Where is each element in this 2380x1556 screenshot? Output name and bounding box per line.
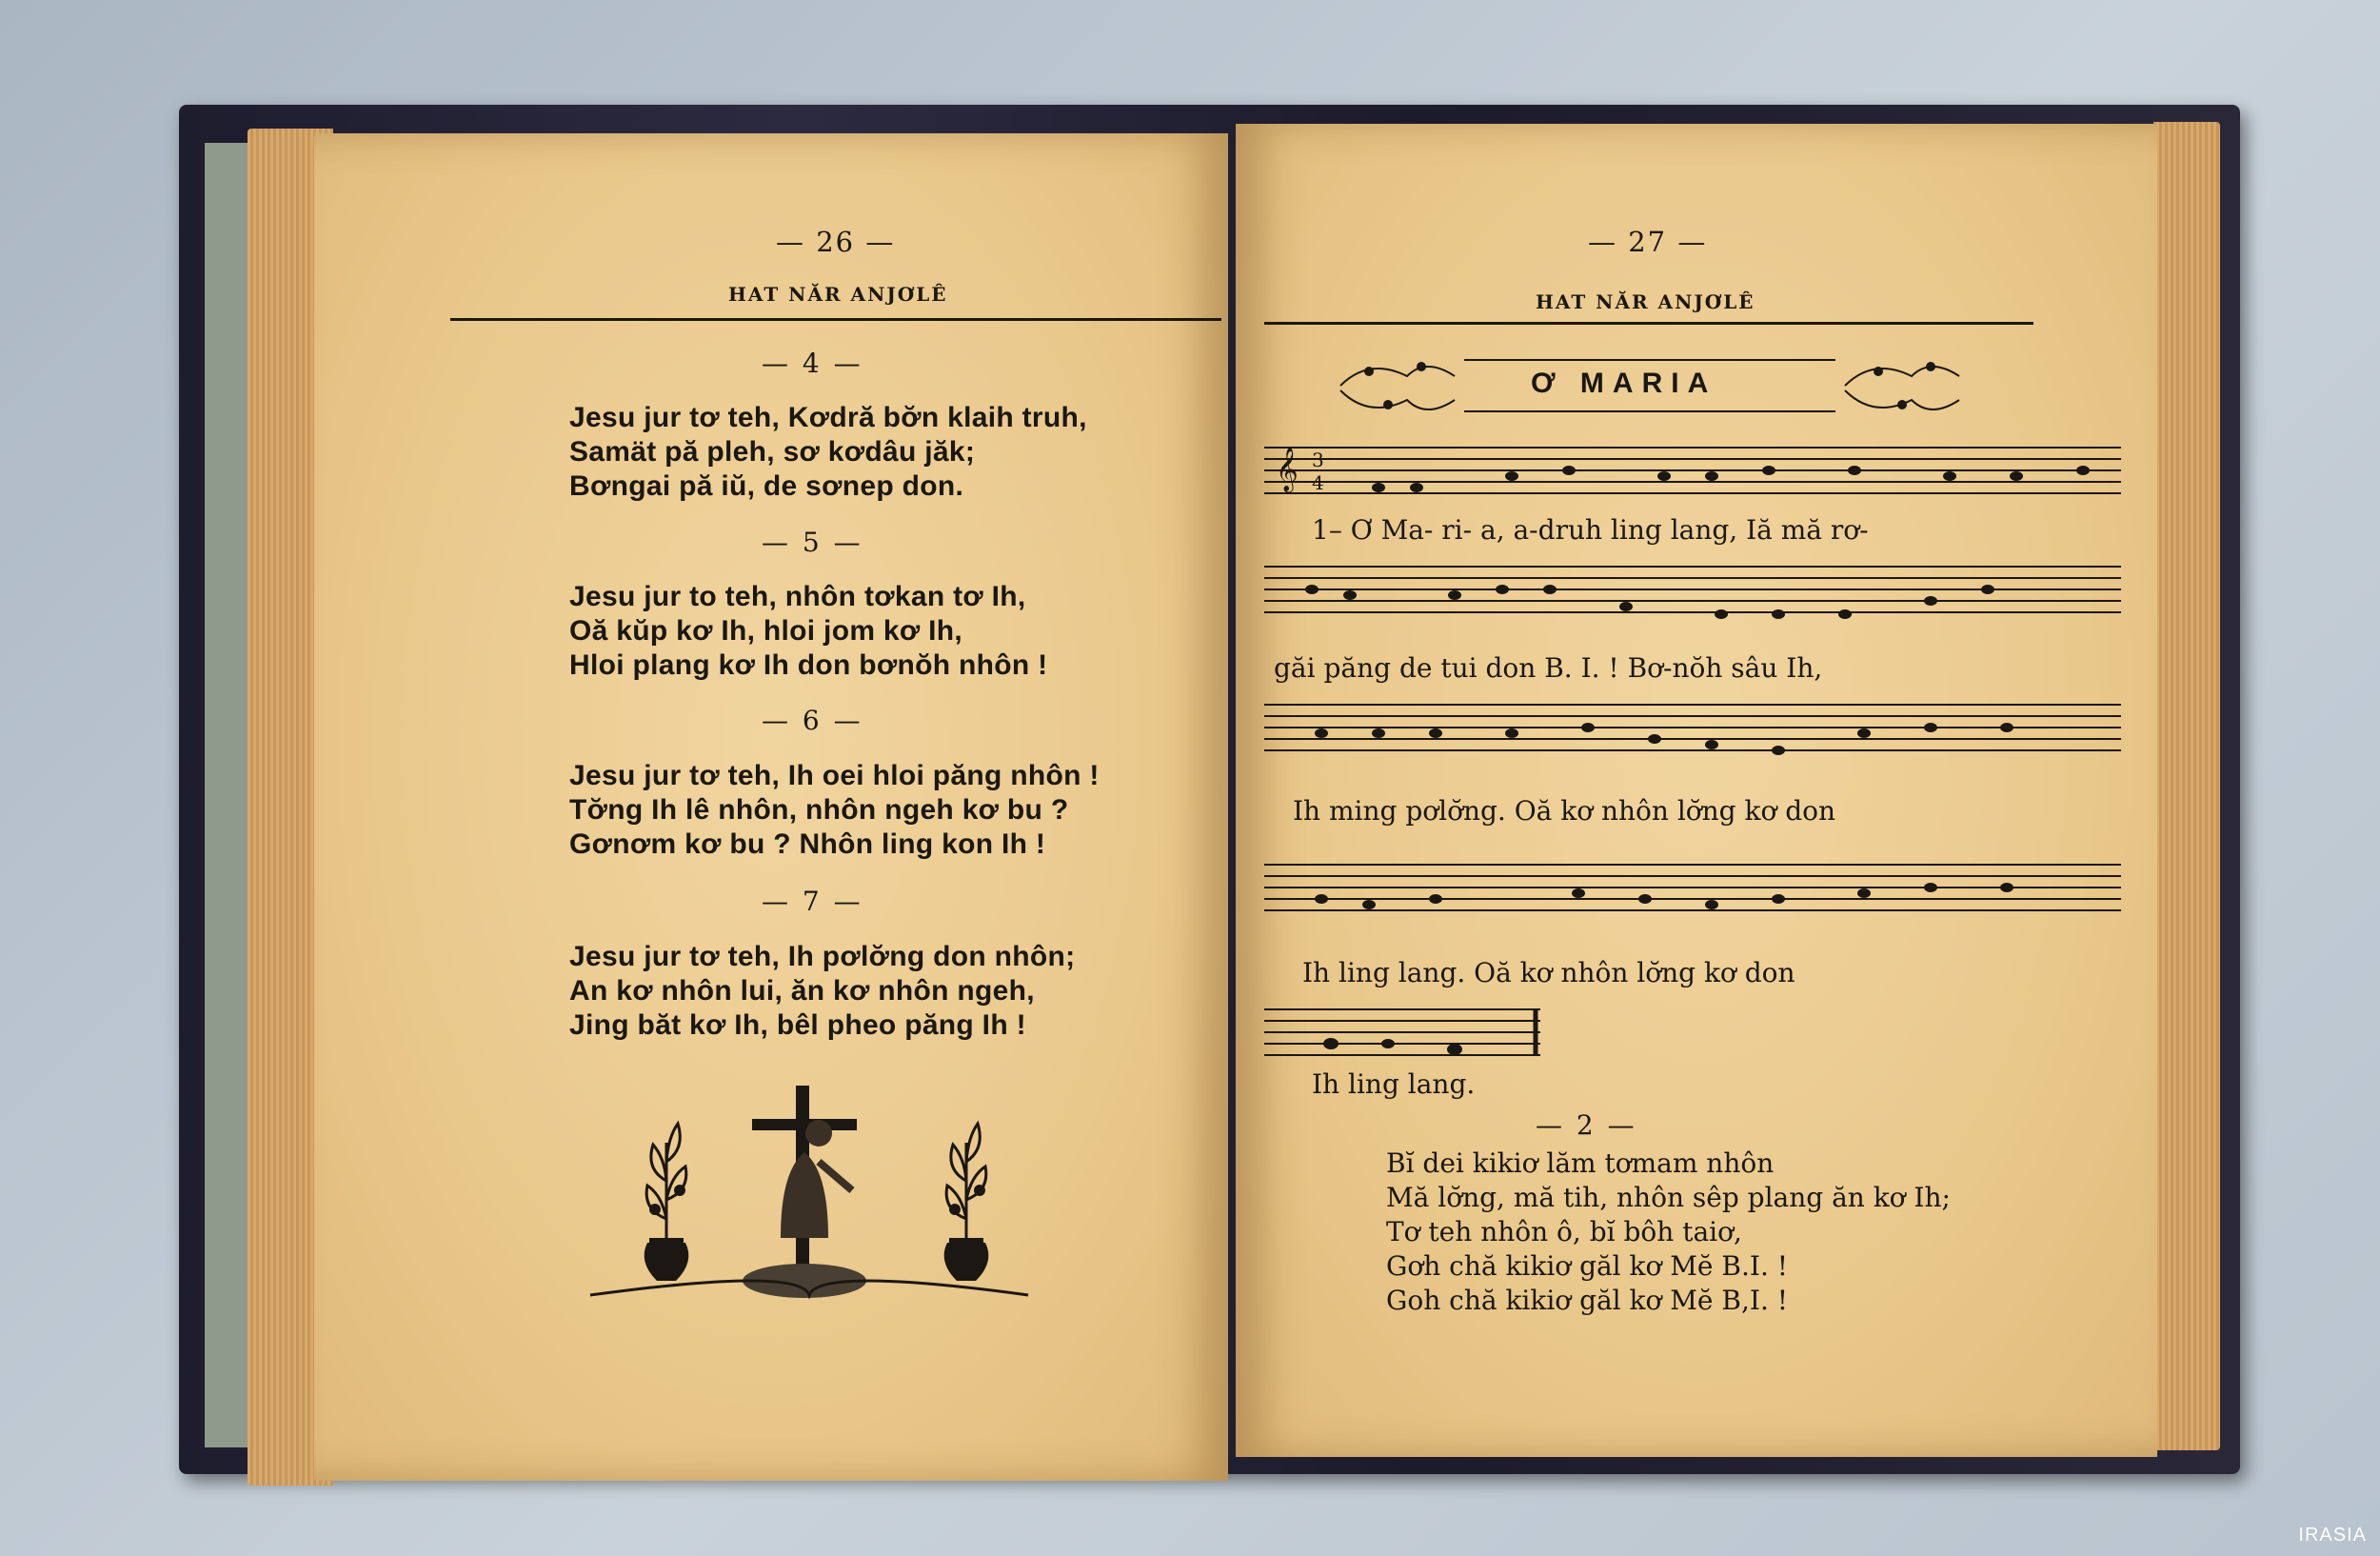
running-head: HAT NĂR ANJƠLÊ (728, 283, 948, 306)
header-rule (450, 318, 1221, 321)
svg-text:4: 4 (1312, 471, 1324, 494)
svg-text:3: 3 (1312, 449, 1324, 471)
verse-line: Jing băt kơ Ih, bêl pheo păng Ih ! (569, 1009, 1026, 1041)
flower-vase-left-icon (645, 1124, 689, 1281)
verse-line: Tơ̆ng Ih lê nhôn, nhôn ngeh kơ bu ? (569, 794, 1069, 826)
page-number: — 27 — (1588, 226, 1708, 258)
music-staff (1264, 695, 2131, 781)
music-staff (1264, 438, 2131, 505)
lyric-line: Ih ling lang. Oă kơ nhôn lơ̆ng kơ don (1302, 957, 1795, 988)
verse-line: Jesu jur tơ teh, Ih pơlơ̆ng don nhôn; (569, 941, 1076, 972)
cross-icon (743, 1086, 866, 1298)
verse-line: Bĭ dei kikiơ lăm tơmam nhôn (1386, 1147, 1775, 1179)
verse-line: Hloi plang kơ Ih don bơnŏh nhôn ! (569, 649, 1048, 681)
right-page-edges (2153, 122, 2220, 1450)
verse-line: Jesu jur to teh, nhôn tơkan tơ Ih, (569, 581, 1026, 612)
running-head: HAT NĂR ANJƠLÊ (1536, 290, 1755, 313)
verse-line: An kơ nhôn lui, ăn kơ nhôn ngeh, (569, 975, 1035, 1007)
music-staff (1264, 557, 2131, 624)
header-rule (1264, 322, 2033, 325)
verse-line: Samät pă pleh, sơ kơdâu jăk; (569, 436, 976, 468)
verse-line: Tơ teh nhôn ô, bĭ bôh taiơ, (1386, 1216, 1742, 1247)
flower-vase-right-icon (944, 1124, 989, 1281)
music-staff (1264, 855, 2131, 941)
verse-number: — 5 — (762, 527, 863, 558)
song-title: Ơ MARIA (1531, 368, 1717, 399)
verse-number: — 6 — (762, 705, 863, 736)
lyric-line: Ih ling lang. (1312, 1068, 1476, 1100)
verse-number: — 2 — (1536, 1109, 1637, 1141)
verse-line: Bơngai pă iŭ, de sơnep don. (569, 470, 964, 502)
verse-line: Jesu jur tơ teh, Kơdră bơ̆n klaih truh, (569, 402, 1087, 433)
verse-line: Goh chă kikiơ găl kơ Mĕ B,I. ! (1386, 1285, 1788, 1316)
lyric-line: Ih ming pơlơ̆ng. Oă kơ nhôn lơ̆ng kơ don (1293, 795, 1836, 827)
verse-line: Gơnơm kơ bu ? Nhôn ling kon Ih ! (569, 828, 1046, 860)
verse-line: Jesu jur tơ teh, Ih oei hloi păng nhôn ! (569, 760, 1100, 791)
verse-line: Mă lơ̆ng, mă tih, nhôn sêp plang ăn kơ Ih; (1386, 1182, 1951, 1213)
crucifix-illustration (581, 1067, 1038, 1314)
right-page (1236, 124, 2157, 1457)
verse-number: — 7 — (762, 886, 863, 917)
music-staff (1264, 1000, 1550, 1076)
watermark: IRASIA (2298, 1525, 2367, 1546)
page-number: — 26 — (776, 226, 896, 258)
left-page (314, 133, 1228, 1481)
verse-line: Gơh chă kikiơ găl kơ Mĕ B.I. ! (1386, 1250, 1788, 1282)
verse-line: Oă kŭp kơ Ih, hloi jom kơ Ih, (569, 615, 963, 647)
lyric-line: 1– Ơ Ma- ri- a, a-druh ling lang, Iă mă rơ- (1312, 514, 1869, 546)
verse-number: — 4 — (762, 348, 863, 379)
svg-text:𝄞: 𝄞 (1276, 448, 1299, 491)
lyric-line: găi păng de tui don B. I. ! Bơ-nŏh sâu Ih, (1274, 652, 1823, 684)
